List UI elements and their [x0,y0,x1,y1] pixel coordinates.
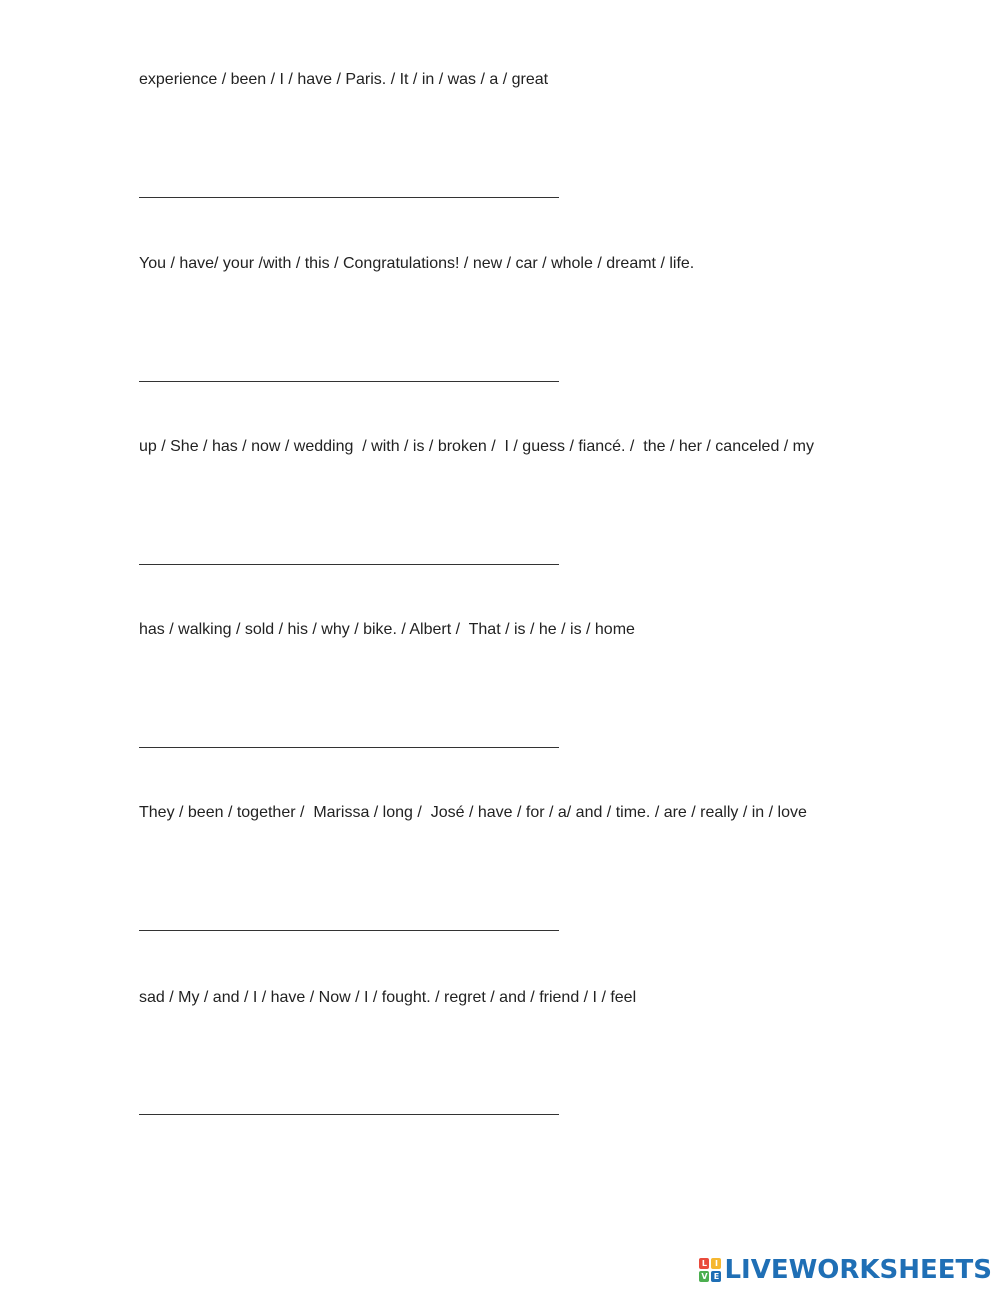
exercise-4-prompt: has / walking / sold / his / why / bike. / Albert / That / is / he / is / home [139,621,635,638]
exercise-2-prompt: You / have/ your /with / this / Congratulations! / new / car / whole / dreamt / life. [139,255,695,272]
exercise-6-prompt: sad / My / and / I / have / Now / I / fought. / regret / and / friend / I / feel [139,989,637,1006]
exercise-2-answer-line[interactable] [139,381,559,382]
exercise-3-answer-line[interactable] [139,564,559,565]
liveworksheets-logo-icon [699,1258,721,1282]
exercise-5-answer-line[interactable] [139,930,559,931]
exercise-5-prompt: They / been / together / Marissa / long / José / have / for / a/ and / time. / are / really / in / love [139,804,807,821]
logo-letter-i: I [711,1258,721,1269]
exercise-3-prompt: up / She / has / now / wedding / with / is / broken / I / guess / fiancé. / the / her / canceled / my [139,438,815,455]
logo-letter-v: V [701,1272,708,1281]
exercise-1-prompt: experience / been / I / have / Paris. / It / in / was / a / great [139,71,549,88]
liveworksheets-brand [699,1254,992,1286]
logo-letter-l: L [699,1258,709,1269]
exercise-1-answer-line[interactable] [139,197,559,198]
exercise-4-answer-line[interactable] [139,747,559,748]
brand-name: LIVEWORKSHEETS [724,1255,992,1285]
logo-letter-e: E [711,1271,721,1282]
exercise-6-answer-line[interactable] [139,1114,559,1115]
